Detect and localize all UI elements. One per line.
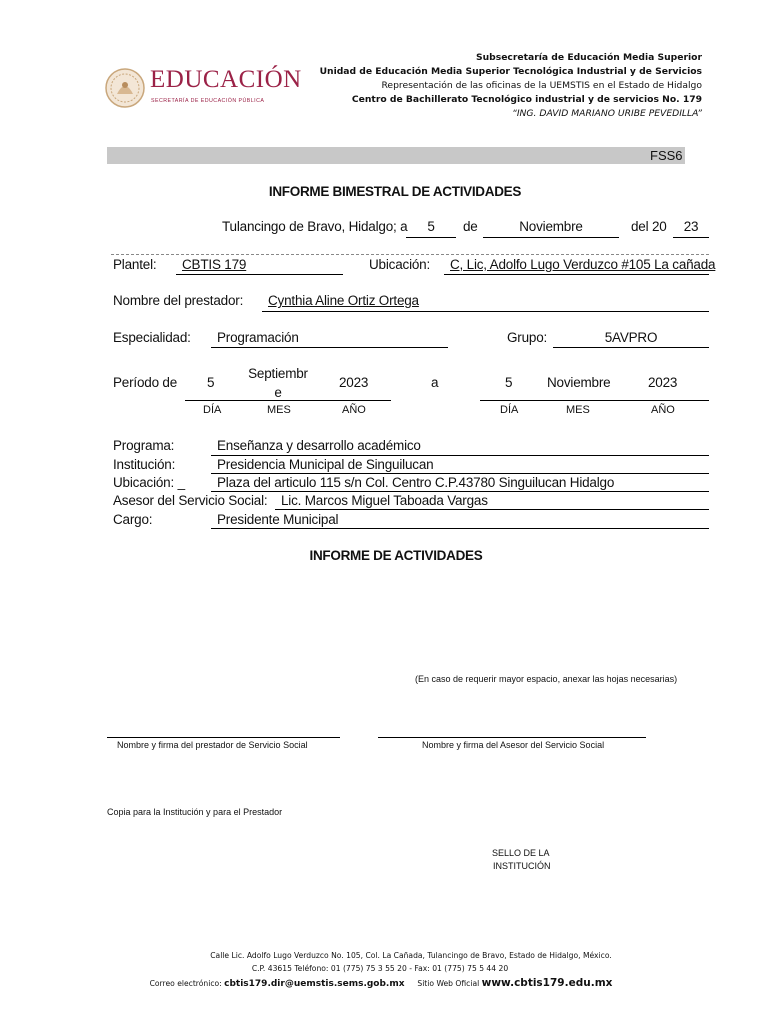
grupo-label: Grupo: <box>507 330 548 345</box>
activities-title: INFORME DE ACTIVIDADES <box>309 548 483 563</box>
periodo-end-dia-caption: DÍA <box>500 404 519 416</box>
especialidad-label: Especialidad: <box>113 330 191 345</box>
seal-label-1: SELLO DE LA <box>492 848 550 858</box>
ubicacion-value[interactable]: C, Lic, Adolfo Lugo Verduzco #105 La cañada <box>450 257 716 272</box>
programa-label: Programa: <box>113 438 175 453</box>
date-day[interactable]: 5 <box>427 219 435 234</box>
periodo-end-mes-caption: MES <box>566 404 590 416</box>
periodo-end-anio-caption: AÑO <box>651 404 675 416</box>
form-code-bar <box>107 147 685 164</box>
footer-email-link[interactable]: cbtis179.dir@uemstis.sems.gob.mx <box>224 979 405 989</box>
ubicacion-label: Ubicación: <box>369 257 431 272</box>
footer-phone: C.P. 43615 Teléfono: 01 (775) 75 3 55 20 - Fax: 01 (775) 75 5 44 20 <box>251 964 509 973</box>
cargo-label: Cargo: <box>113 512 153 527</box>
periodo-end-year[interactable]: 2023 <box>648 375 678 390</box>
date-del: del 20 <box>631 219 667 234</box>
sign-prestador-caption: Nombre y firma del prestador de Servicio Social <box>117 740 308 750</box>
document-title: INFORME BIMESTRAL DE ACTIVIDADES <box>268 184 522 199</box>
header-line-5: “ING. DAVID MARIANO URIBE PEVEDILLA” <box>512 108 702 119</box>
footer-web-label: Sitio Web Oficial <box>417 979 480 988</box>
space-note: (En caso de requerir mayor espacio, anexar las hojas necesarias) <box>415 674 678 684</box>
institucion-value[interactable]: Presidencia Municipal de Singuilucan <box>217 457 434 472</box>
header-line-2: Unidad de Educación Media Superior Tecnológica Industrial y de Servicios <box>319 66 702 77</box>
periodo-start-month-2[interactable]: e <box>274 385 282 400</box>
header-line-1: Subsecretaría de Educación Media Superior <box>476 52 702 63</box>
date-month[interactable]: Noviembre <box>519 219 583 234</box>
prestador-value[interactable]: Cynthia Aline Ortiz Ortega <box>268 293 419 308</box>
programa-value[interactable]: Enseñanza y desarrollo académico <box>217 438 421 453</box>
sign-asesor-caption: Nombre y firma del Asesor del Servicio Social <box>422 740 605 750</box>
seal-label-2: INSTITUCIÓN <box>493 861 551 871</box>
periodo-start-anio-caption: AÑO <box>342 404 366 416</box>
footer-address: Calle Lic. Adolfo Lugo Verduzco No. 105, Col. La Cañada, Tulancingo de Bravo, Estado de Hidalgo, México. <box>210 951 612 960</box>
periodo-label: Período de <box>113 375 178 390</box>
footer-web-link[interactable]: www.cbtis179.edu.mx <box>481 977 613 989</box>
institucion-label: Institución: <box>113 457 176 472</box>
grupo-value[interactable]: 5AVPRO <box>604 330 658 345</box>
plantel-value[interactable]: CBTIS 179 <box>182 257 247 272</box>
date-year[interactable]: 23 <box>683 219 699 234</box>
ubicacion-institucion-value[interactable]: Plaza del articulo 115 s/n Col. Centro C.P.43780 Singuilucan Hidalgo <box>217 475 615 490</box>
form-code: FSS6 <box>650 148 683 163</box>
periodo-end-month[interactable]: Noviembre <box>547 375 611 390</box>
logo-subtitle: SECRETARÍA DE EDUCACIÓN PÚBLICA <box>151 98 265 104</box>
periodo-start-mes-caption: MES <box>267 404 291 416</box>
prestador-label: Nombre del prestador: <box>113 293 244 308</box>
asesor-value[interactable]: Lic. Marcos Miguel Taboada Vargas <box>281 493 488 508</box>
periodo-start-dia-caption: DÍA <box>203 404 222 416</box>
header-line-4: Centro de Bachillerato Tecnológico industrial y de servicios No. 179 <box>351 94 702 105</box>
asesor-label: Asesor del Servicio Social: <box>113 493 268 508</box>
cargo-value[interactable]: Presidente Municipal <box>217 512 339 527</box>
footer-email-label: Correo electrónico: <box>149 979 222 988</box>
periodo-start-day[interactable]: 5 <box>207 375 215 390</box>
periodo-end-day[interactable]: 5 <box>505 375 513 390</box>
ubicacion-institucion-label: Ubicación: _ <box>113 475 185 490</box>
logo-wordmark: EDUCACIÓN <box>150 66 302 93</box>
plantel-label: Plantel: <box>113 257 157 272</box>
periodo-a: a <box>431 375 439 390</box>
date-place: Tulancingo de Bravo, Hidalgo; a <box>222 219 408 234</box>
copy-note: Copia para la Institución y para el Prestador <box>107 807 283 817</box>
header-line-3: Representación de las oficinas de la UEMSTIS en el Estado de Hidalgo <box>381 80 702 91</box>
especialidad-value[interactable]: Programación <box>217 330 299 345</box>
footer-contact <box>0 977 762 989</box>
coat-of-arms-icon <box>105 68 145 108</box>
date-de: de <box>463 219 478 234</box>
periodo-start-month-1[interactable]: Septiembr <box>248 366 308 381</box>
periodo-start-year[interactable]: 2023 <box>339 375 369 390</box>
